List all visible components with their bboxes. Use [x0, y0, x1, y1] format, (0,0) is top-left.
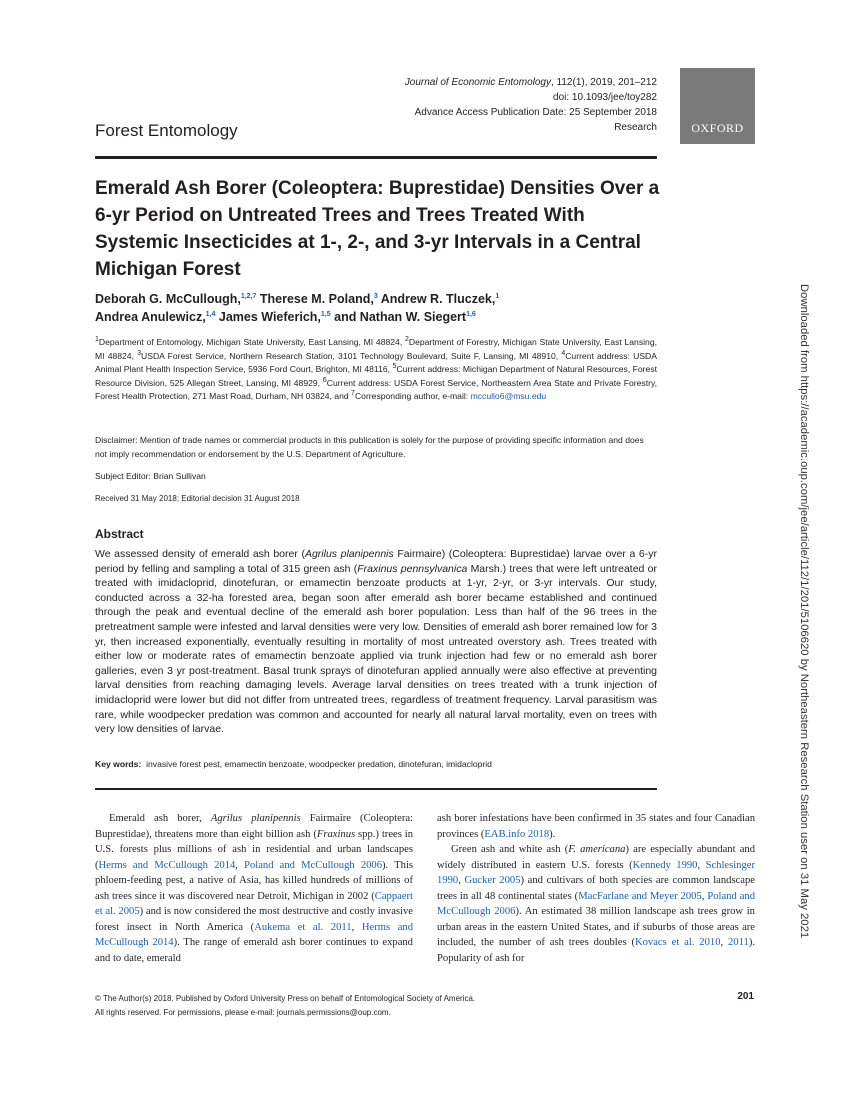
- body-column-left: [95, 811, 413, 966]
- page-number: 201: [737, 991, 754, 1002]
- species-name: Fraxinus pennsylvanica: [357, 562, 468, 575]
- species-name: Agrilus planipennis: [210, 813, 301, 824]
- affil-marker: 3: [137, 349, 142, 357]
- author-list: [95, 290, 665, 326]
- citation-link[interactable]: Kovacs et al. 2010: [634, 937, 721, 949]
- citation-link[interactable]: EAB.info 2018: [484, 828, 550, 840]
- body-text: ,: [235, 859, 245, 871]
- citation-link[interactable]: Kennedy 1990: [632, 859, 698, 871]
- subject-editor: Subject Editor: Brian Sullivan: [95, 471, 206, 481]
- abstract-segment: Marsh.) trees that were left untreated or treated with imidacloprid, dinotefuran, or emamectin benzoate products at 1-yr, 2-yr, or 3-yr intervals. Our study, conducted across a 32-ha forested area, began soon after emerald ash borer became established and continued through the peak and eventual decline of the emerald ash borer population. Less than half of the 96 trees in the pretreatment sample were infested and larval densities were very low. Densities of emerald ash borer remained low for 3 yr, then increased exponentially, eventually resulting in mortality of most untreated overstory ash. Trees treated with either low or moderate rates of emamectin benzoate applied via trunk injection had few or no emerald ash borer galleries, even 3 yr post-treatment. Basal trunk sprays of dinotefuran applied annually were also effective at preventing larval densities from reaching damaging levels. Average larval densities on trees treated with a trunk injection of imidacloprid were lower but did not differ from untreated trees, regardless of treatment frequency. Larval parasitism was rare, while woodpecker predation was common and accounted for nearly all natural larval mortality, even on trees with very low densities of larvae.: [95, 562, 657, 736]
- section-title: Forest Entomology: [95, 121, 238, 140]
- doi: doi: 10.1093/jee/toy282: [553, 92, 657, 103]
- author-name: James Wieferich,: [215, 310, 321, 324]
- keywords-label: Key words:: [95, 759, 142, 769]
- body-text: Emerald ash borer,: [109, 813, 211, 824]
- article-title: Emerald Ash Borer (Coleoptera: Buprestidae) Densities Over a 6-yr Period on Untreated Trees and Trees Treated With Systemic Insecticides at 1-, 2-, and 3-yr Intervals in a Central Michigan Forest: [95, 178, 660, 280]
- affiliation: Current address: USDA Forest Service, Northeastern Area State and Private Forestry, Forest Health Protection, 271 Mast Road, Durham, NH 03824, and: [95, 377, 657, 401]
- affiliation: Department of Forestry, Michigan State University, East Lansing, MI 48824,: [95, 337, 657, 361]
- body-text: ). The range of emerald ash borer continues to expand and to date, emerald: [95, 937, 413, 964]
- citation-link[interactable]: MacFarlane and Meyer 2005: [578, 890, 702, 902]
- citation-link[interactable]: Aukema et al. 2011: [254, 921, 352, 933]
- abstract-segment: Fairmaire) (Coleoptera: Buprestidae) larvae over a 6-yr period by felling and sampling a total of 315 green ash (: [95, 548, 657, 575]
- citation-link[interactable]: Schlesinger 1990: [437, 859, 756, 887]
- body-text: Fairmaire (Coleoptera: Buprestidae), threatens more than eight billion ash (: [95, 813, 413, 840]
- body-text: ) and is now considered the most destructive and costly invasive forest insect in North America (: [95, 906, 413, 933]
- permissions-line: All rights reserved. For permissions, please e-mail: journals.permissions@oup.com.: [95, 1008, 391, 1017]
- affil-marker: 7: [351, 390, 355, 398]
- abstract-text: [95, 547, 657, 737]
- author-name: Deborah G. McCullough,: [95, 292, 241, 306]
- body-text: ) and cultivars of both species are common landscape trees in all 48 continental states (: [437, 875, 755, 902]
- received-dates: Received 31 May 2018; Editorial decision 31 August 2018: [95, 494, 300, 503]
- journal-info: [405, 75, 657, 135]
- journal-volume: , 112(1), 2019, 201–212: [550, 77, 657, 88]
- journal-citation: [405, 75, 657, 90]
- body-text: ). This phloem-feeding pest, a native of Asia, has killed hundreds of millions of ash trees since it was discovered near Detroit, Michigan in 2002 (: [95, 859, 414, 902]
- citation-link[interactable]: Poland and McCullough 2006: [437, 890, 756, 918]
- author-affil-link[interactable]: 1,5: [320, 310, 331, 318]
- copyright-footer: [95, 992, 475, 1020]
- author-name: and Nathan W. Siegert: [330, 310, 467, 324]
- keywords: [95, 759, 492, 769]
- author-affil-link[interactable]: 1,4: [205, 310, 216, 318]
- affil-marker: 5: [392, 363, 397, 371]
- header-rule: [95, 156, 657, 159]
- body-column-right: [437, 811, 755, 966]
- keywords-list: invasive forest pest, emamectin benzoate, woodpecker predation, dinotefuran, imidacloprid: [146, 759, 492, 769]
- journal-name: Journal of Economic Entomology: [404, 77, 551, 88]
- author-name: Andrea Anulewicz,: [95, 310, 206, 324]
- abstract-segment: We assessed density of emerald ash borer (: [95, 548, 305, 560]
- body-text: spp.) trees in U.S. forests plus millions of ash in residential and urban landscapes (: [95, 828, 413, 871]
- citation-link[interactable]: Gucker 2005: [464, 875, 521, 887]
- advance-access-date: Advance Access Publication Date: 25 September 2018: [414, 107, 657, 118]
- body-paragraph: [437, 811, 755, 842]
- article-type: Research: [614, 122, 657, 133]
- corresponding-email-link[interactable]: mccullo6@msu.edu: [470, 391, 547, 401]
- author-name: Therese M. Poland,: [256, 292, 374, 306]
- body-text: ,: [720, 937, 729, 949]
- affiliation: Department of Entomology, Michigan State University, East Lansing, MI 48824,: [98, 337, 405, 347]
- affiliation: Corresponding author, e-mail:: [354, 391, 471, 401]
- oxford-logo: [680, 68, 755, 144]
- citation-link[interactable]: 2011: [728, 937, 749, 949]
- citation-link[interactable]: Herms and McCullough 2014: [98, 859, 236, 871]
- citation-link[interactable]: Cappaert et al. 2005: [95, 890, 413, 918]
- download-notice: Downloaded from https://academic.oup.com/jee/article/112/1/201/5106620 by Northeastern Research Station user on 31 May 2021: [798, 284, 810, 939]
- disclaimer: Disclaimer: Mention of trade names or commercial products in this publication is solely for the purpose of providing specific information and does not imply recommendation or endorsement by the U.S. Department of Agriculture.: [95, 435, 644, 459]
- affil-marker: 1: [95, 336, 99, 344]
- body-text: ). An estimated 38 million landscape ash trees grow in urban areas in the eastern United States, and if suburbs of those areas are included, the number of ash trees doubles (: [437, 906, 755, 949]
- body-text: ,: [697, 859, 706, 871]
- body-text: ). Popularity of ash for: [437, 937, 756, 964]
- author-affil-link[interactable]: 1,2,7: [240, 292, 257, 300]
- body-text: ,: [458, 875, 465, 887]
- body-paragraph: [95, 811, 413, 966]
- affil-marker: 2: [404, 336, 409, 344]
- affiliation: Current address: USDA Animal Plant Health Inspection Service, 5936 Ford Court, Brighton, MI 48116,: [95, 350, 657, 374]
- author-affil-link[interactable]: 1: [495, 292, 500, 300]
- affiliation: USDA Forest Service, Northern Research Station, 3101 Technology Boulevard, Suite F, Lansing, MI 48910,: [141, 350, 562, 361]
- abstract-heading: Abstract: [95, 527, 144, 541]
- affiliations: [95, 336, 657, 404]
- body-text: ).: [549, 828, 556, 840]
- author-affil-link[interactable]: 1,6: [466, 310, 476, 318]
- body-text: ,: [701, 890, 708, 902]
- author-affil-link[interactable]: 3: [373, 292, 378, 300]
- author-name: Andrew R. Tluczek,: [377, 292, 496, 306]
- body-text: Green ash and white ash (: [451, 844, 569, 856]
- citation-link[interactable]: Poland and McCullough 2006: [244, 859, 383, 871]
- affiliation: Current address: Michigan Department of Natural Resources, Forest Resource Division, 525 Allegan Street, Lansing, MI 48929,: [95, 364, 658, 388]
- species-name: Fraxinus: [316, 828, 356, 840]
- body-text: ash borer infestations have been confirmed in 35 states and four Canadian provinces (: [437, 813, 755, 840]
- oxford-logo-text: OXFORD: [691, 121, 744, 135]
- citation-link[interactable]: Herms and McCullough 2014: [95, 921, 413, 949]
- species-name: F. americana: [568, 844, 626, 856]
- body-text: ) are especially abundant and widely distributed in eastern U.S. forests (: [437, 844, 755, 871]
- copyright-line: © The Author(s) 2018. Published by Oxford University Press on behalf of Entomological Society of America.: [95, 994, 476, 1003]
- section-rule: [95, 788, 657, 790]
- body-text: ,: [351, 921, 362, 933]
- affil-marker: 4: [561, 349, 566, 357]
- affil-marker: 6: [322, 376, 327, 384]
- body-paragraph: [437, 842, 755, 966]
- species-name: Agrilus planipennis: [304, 548, 394, 560]
